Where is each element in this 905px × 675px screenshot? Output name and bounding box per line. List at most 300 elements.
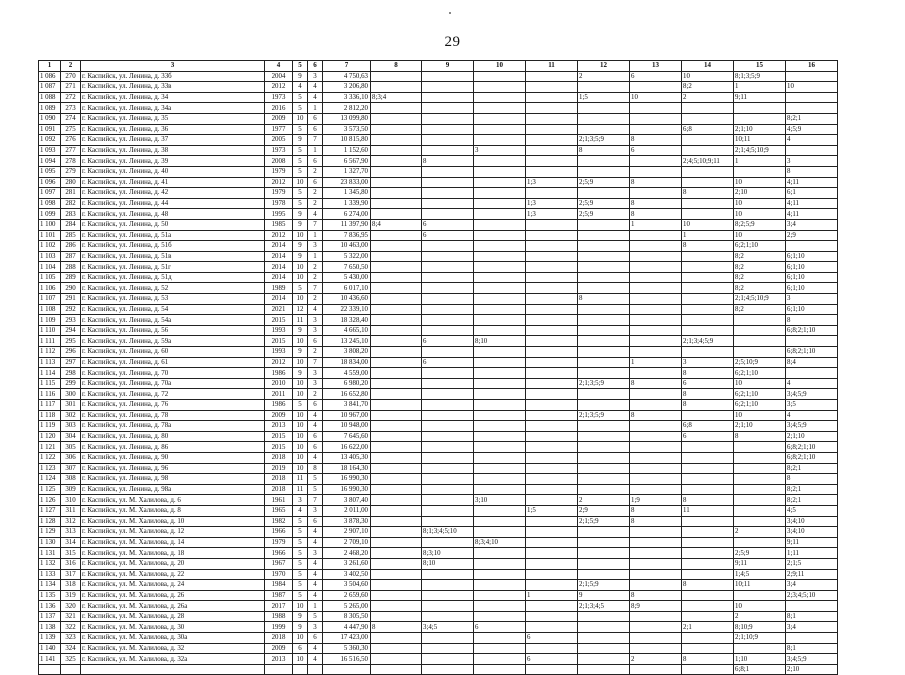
table-cell: 1 345,80 (323, 188, 371, 199)
table-cell: 4 (786, 135, 838, 146)
table-row (39, 272, 838, 283)
table-cell (474, 92, 526, 103)
table-cell: 10 (682, 71, 734, 82)
table-cell (630, 527, 682, 538)
table-cell (371, 156, 422, 167)
table-cell (422, 463, 474, 474)
table-cell (422, 400, 474, 411)
table-cell: 8 (786, 166, 838, 177)
table-cell (474, 633, 526, 644)
table-cell: 3 (786, 294, 838, 305)
column-header: 2 (61, 61, 81, 72)
table-cell: 1978 (265, 198, 293, 209)
table-cell: 2;1;3;5;9 (578, 378, 630, 389)
table-cell: 3 878,30 (323, 516, 371, 527)
table-cell (630, 484, 682, 495)
table-cell (371, 548, 422, 559)
table-cell: 10 (734, 198, 786, 209)
table-cell: 4 (308, 209, 323, 220)
table-cell (734, 474, 786, 485)
table-cell: 6 567,90 (323, 156, 371, 167)
table-cell: 275 (61, 124, 81, 135)
table-cell: г. Каспийск, ул. Ленина, д. 86 (81, 442, 265, 453)
table-cell: 1;5 (526, 505, 578, 516)
table-cell: 1 (308, 145, 323, 156)
table-cell: г. Каспийск, ул. Ленина, д. 54 (81, 304, 265, 315)
table-cell (734, 103, 786, 114)
table-cell: г. Каспийск, ул. Ленина, д. 56 (81, 325, 265, 336)
table-cell (371, 400, 422, 411)
table-cell: 10 (630, 92, 682, 103)
table-cell (578, 452, 630, 463)
table-cell: 2 (308, 166, 323, 177)
table-cell (371, 124, 422, 135)
table-body (39, 71, 838, 675)
table-cell: 4 (308, 569, 323, 580)
table-cell (526, 601, 578, 612)
table-cell: г. Каспийск, ул. М. Халилова, д. 24 (81, 580, 265, 591)
table-cell: 8 (682, 389, 734, 400)
table-cell: 1 102 (39, 241, 61, 252)
table-cell: 1961 (265, 495, 293, 506)
table-cell: 1995 (265, 209, 293, 220)
table-cell (371, 378, 422, 389)
table-cell: 279 (61, 166, 81, 177)
table-cell: 6;8;2;1;10 (786, 442, 838, 453)
table-cell (422, 452, 474, 463)
table-cell (682, 304, 734, 315)
table-cell: 4;5;9 (786, 124, 838, 135)
table-cell (474, 484, 526, 495)
table-cell (474, 442, 526, 453)
table-row (39, 580, 838, 591)
table-row (39, 484, 838, 495)
table-cell: г. Каспийск, ул. Ленина, д. 48 (81, 209, 265, 220)
table-cell: 6 017,10 (323, 283, 371, 294)
table-cell: 2;1 (682, 622, 734, 633)
table-cell: г. Каспийск, ул. Ленина, д. 50 (81, 219, 265, 230)
table-cell (422, 421, 474, 432)
table-cell: 7 (308, 283, 323, 294)
table-cell: 8;4 (786, 357, 838, 368)
table-cell: 1;3 (526, 177, 578, 188)
table-cell (630, 272, 682, 283)
table-cell (422, 389, 474, 400)
table-cell (526, 272, 578, 283)
table-row (39, 113, 838, 124)
table-row (39, 431, 838, 442)
table-cell (682, 251, 734, 262)
table-cell (422, 516, 474, 527)
table-cell: г. Каспийск, ул. Ленина, д. 54а (81, 315, 265, 326)
table-cell: 311 (61, 505, 81, 516)
table-row (39, 251, 838, 262)
table-row (39, 135, 838, 146)
table-cell (422, 664, 474, 675)
table-cell: 8;1;3;4;5;10 (422, 527, 474, 538)
table-cell: 6;2;1;10 (734, 389, 786, 400)
table-cell: 3 336,10 (323, 92, 371, 103)
table-cell: 2 (308, 262, 323, 273)
table-cell (526, 82, 578, 93)
table-cell (526, 71, 578, 82)
table-cell: г. Каспийск, ул. М. Халилова, д. 6 (81, 495, 265, 506)
table-cell: г. Каспийск, ул. М. Халилова, д. 14 (81, 537, 265, 548)
table-cell: г. Каспийск, ул. Ленина, д. 53 (81, 294, 265, 305)
table-cell (526, 304, 578, 315)
table-cell: 306 (61, 452, 81, 463)
table-cell (474, 368, 526, 379)
table-cell: 9 (578, 590, 630, 601)
table-cell (682, 410, 734, 421)
table-cell: 18 164,30 (323, 463, 371, 474)
table-cell (734, 347, 786, 358)
table-cell (371, 643, 422, 654)
table-row (39, 92, 838, 103)
table-cell: 317 (61, 569, 81, 580)
table-cell: 2 (734, 527, 786, 538)
table-cell: 5 (308, 474, 323, 485)
table-cell (682, 516, 734, 527)
table-cell: 3 (308, 71, 323, 82)
table-cell (526, 283, 578, 294)
table-cell (422, 103, 474, 114)
table-cell (578, 537, 630, 548)
table-cell: г. Каспийск, ул. Ленина, д. 61 (81, 357, 265, 368)
table-cell: 5 (293, 283, 308, 294)
table-cell: 6 (308, 431, 323, 442)
table-cell: 2 (734, 611, 786, 622)
table-cell: 2008 (265, 156, 293, 167)
table-cell: 313 (61, 527, 81, 538)
table-cell: 2015 (265, 431, 293, 442)
table-cell: 302 (61, 410, 81, 421)
table-cell: 10 (293, 654, 308, 665)
table-cell: 8 (734, 431, 786, 442)
table-cell (474, 590, 526, 601)
table-cell: 1;9 (630, 495, 682, 506)
table-cell (682, 198, 734, 209)
table-cell: 10 (734, 410, 786, 421)
table-cell: 13 099,80 (323, 113, 371, 124)
table-cell: 1 104 (39, 262, 61, 273)
table-cell: 1987 (265, 590, 293, 601)
table-cell: 1 (682, 230, 734, 241)
table-cell (526, 262, 578, 273)
table-cell (474, 452, 526, 463)
table-cell: 2013 (265, 654, 293, 665)
table-cell: 1 118 (39, 410, 61, 421)
table-cell: 4 (308, 452, 323, 463)
table-cell (474, 378, 526, 389)
table-cell: 1 132 (39, 558, 61, 569)
table-cell: 1966 (265, 527, 293, 538)
table-cell: 1 130 (39, 537, 61, 548)
table-row (39, 177, 838, 188)
table-cell: 287 (61, 251, 81, 262)
table-cell (422, 537, 474, 548)
table-cell: 1 088 (39, 92, 61, 103)
table-cell: 8;2;5;9 (734, 219, 786, 230)
table-cell: 2 907,10 (323, 527, 371, 538)
table-cell (474, 315, 526, 326)
table-cell: 2014 (265, 294, 293, 305)
table-cell: 2 (578, 495, 630, 506)
table-cell: 1 133 (39, 569, 61, 580)
table-cell: 2;1;10 (734, 421, 786, 432)
table-cell: 8 (578, 294, 630, 305)
table-cell: 2017 (265, 601, 293, 612)
table-cell: г. Каспийск, ул. Ленина, д. 76 (81, 400, 265, 411)
table-cell: 6 (308, 336, 323, 347)
table-cell: 8 (578, 145, 630, 156)
table-cell (371, 431, 422, 442)
table-cell (371, 389, 422, 400)
table-cell: 10 (293, 463, 308, 474)
table-cell: 6 (422, 230, 474, 241)
table-cell (371, 188, 422, 199)
table-cell (371, 611, 422, 622)
table-cell: 10 (293, 421, 308, 432)
table-cell: 1973 (265, 145, 293, 156)
table-cell: 6 (308, 633, 323, 644)
table-cell: 284 (61, 219, 81, 230)
table-cell: 5 (293, 103, 308, 114)
table-cell: г. Каспийск, ул. Ленина, д. 36 (81, 124, 265, 135)
table-cell: 1984 (265, 580, 293, 591)
table-cell: 1979 (265, 537, 293, 548)
table-cell: 4;11 (786, 177, 838, 188)
table-cell: 4 (308, 590, 323, 601)
table-cell: г. Каспийск, ул. Ленина, д. 90 (81, 452, 265, 463)
table-cell (422, 410, 474, 421)
table-cell: 4;5 (786, 505, 838, 516)
table-cell (682, 558, 734, 569)
table-cell: 4 (308, 527, 323, 538)
table-cell (578, 283, 630, 294)
table-cell: 2;3;4;5;10 (786, 590, 838, 601)
table-cell (630, 558, 682, 569)
table-cell: 3;4;10 (786, 516, 838, 527)
table-cell: 1 134 (39, 580, 61, 591)
table-cell (630, 336, 682, 347)
table-cell: 1 140 (39, 643, 61, 654)
table-cell (578, 241, 630, 252)
table-cell: 4 (786, 378, 838, 389)
table-row (39, 156, 838, 167)
table-cell: 1 152,60 (323, 145, 371, 156)
table-cell: 1 (308, 251, 323, 262)
table-cell: 5 (308, 484, 323, 495)
table-cell (526, 336, 578, 347)
table-cell: 10 436,60 (323, 294, 371, 305)
table-cell: 8 (630, 209, 682, 220)
table-cell: 2;9;11 (786, 569, 838, 580)
table-cell: г. Каспийск, ул. Ленина, д. 70а (81, 378, 265, 389)
table-cell (39, 664, 61, 675)
table-cell: г. Каспийск, ул. Ленина, д. 98 (81, 474, 265, 485)
table-cell: 4 (308, 537, 323, 548)
table-row (39, 569, 838, 580)
table-cell: 4 447,90 (323, 622, 371, 633)
table-cell: 2 812,20 (323, 103, 371, 114)
table-cell: 7 645,60 (323, 431, 371, 442)
table-cell: г. Каспийск, ул. Ленина, д. 70 (81, 368, 265, 379)
table-cell: 10 (734, 601, 786, 612)
table-cell: 8;2;1 (786, 113, 838, 124)
table-cell (474, 431, 526, 442)
table-cell: 3 (308, 548, 323, 559)
table-cell (526, 219, 578, 230)
table-cell: г. Каспийск, ул. М. Халилова, д. 28 (81, 611, 265, 622)
table-cell (474, 474, 526, 485)
table-cell: 5 (293, 166, 308, 177)
table-cell: 5 430,00 (323, 272, 371, 283)
table-cell: 318 (61, 580, 81, 591)
table-cell: 6 (630, 145, 682, 156)
table-cell: 5 (293, 527, 308, 538)
table-cell: 1 096 (39, 177, 61, 188)
table-cell: г. Каспийск, ул. Ленина, д. 78 (81, 410, 265, 421)
table-cell (474, 188, 526, 199)
table-cell: 2 (630, 654, 682, 665)
table-cell: 1 131 (39, 548, 61, 559)
table-cell (578, 442, 630, 453)
table-cell: 290 (61, 283, 81, 294)
table-cell (682, 103, 734, 114)
table-cell: 276 (61, 135, 81, 146)
table-cell: 310 (61, 495, 81, 506)
table-cell (578, 569, 630, 580)
table-cell (371, 558, 422, 569)
table-cell: 308 (61, 474, 81, 485)
table-cell (526, 431, 578, 442)
table-row (39, 294, 838, 305)
table-cell: 5 (293, 188, 308, 199)
table-cell: 18 834,00 (323, 357, 371, 368)
table-cell (474, 410, 526, 421)
table-cell: 2012 (265, 177, 293, 188)
table-cell (371, 294, 422, 305)
table-cell (526, 580, 578, 591)
table-cell (682, 315, 734, 326)
table-cell (630, 166, 682, 177)
table-cell: 4 (293, 505, 308, 516)
table-cell (422, 643, 474, 654)
table-cell (371, 262, 422, 273)
table-cell (474, 304, 526, 315)
table-cell (422, 325, 474, 336)
table-row (39, 82, 838, 93)
table-cell: 8 (682, 654, 734, 665)
table-row (39, 219, 838, 230)
table-row (39, 283, 838, 294)
table-cell: 1 111 (39, 336, 61, 347)
table-cell: 8 (682, 241, 734, 252)
table-cell: 6 (308, 400, 323, 411)
table-cell (371, 357, 422, 368)
table-cell: 10 (293, 357, 308, 368)
table-cell (578, 558, 630, 569)
table-cell (526, 325, 578, 336)
table-cell: 1 113 (39, 357, 61, 368)
table-cell: 3 (682, 357, 734, 368)
table-cell (630, 580, 682, 591)
column-header: 13 (630, 61, 682, 72)
table-cell (526, 421, 578, 432)
table-cell: 7 650,50 (323, 262, 371, 273)
table-cell: 8;2 (734, 262, 786, 273)
table-cell: 8 (682, 368, 734, 379)
table-cell: 8 (630, 516, 682, 527)
column-header: 4 (265, 61, 293, 72)
table-cell (526, 251, 578, 262)
table-cell: 4 (786, 410, 838, 421)
table-cell: г. Каспийск, ул. Ленина, д. 35 (81, 113, 265, 124)
table-cell (371, 580, 422, 591)
table-cell: 297 (61, 357, 81, 368)
table-cell (578, 633, 630, 644)
table-cell: 6;1;10 (786, 272, 838, 283)
table-row (39, 241, 838, 252)
table-cell: 1973 (265, 92, 293, 103)
table-cell (422, 569, 474, 580)
table-row (39, 325, 838, 336)
table-row (39, 601, 838, 612)
page-number: 29 (444, 34, 461, 50)
table-cell: 10 (734, 177, 786, 188)
table-cell (474, 272, 526, 283)
table-cell (578, 103, 630, 114)
table-cell: 2;1;4;5;10;9 (734, 294, 786, 305)
table-cell: 9;11 (734, 558, 786, 569)
table-cell: 4 750,63 (323, 71, 371, 82)
table-cell (265, 664, 293, 675)
table-cell: 10 (293, 272, 308, 283)
table-row (39, 198, 838, 209)
table-cell (734, 495, 786, 506)
table-cell: 298 (61, 368, 81, 379)
table-cell: 10 (293, 431, 308, 442)
table-cell: 1 110 (39, 325, 61, 336)
table-cell: 8 (422, 156, 474, 167)
table-cell: 1966 (265, 548, 293, 559)
table-cell: 8;1;3;5;9 (734, 71, 786, 82)
table-cell (371, 463, 422, 474)
table-cell: 5 (293, 156, 308, 167)
table-cell (371, 601, 422, 612)
table-cell: 6 (308, 156, 323, 167)
table-cell: 7 (308, 219, 323, 230)
table-cell (474, 325, 526, 336)
table-cell: 4 (308, 654, 323, 665)
table-cell: 16 990,30 (323, 474, 371, 485)
table-cell: 2;5;9 (578, 177, 630, 188)
table-cell: 10 (682, 219, 734, 230)
table-cell (578, 474, 630, 485)
table-cell (734, 463, 786, 474)
table-cell: г. Каспийск, ул. Ленина, д. 39 (81, 156, 265, 167)
table-cell: 3 (308, 505, 323, 516)
table-cell: 1 103 (39, 251, 61, 262)
table-cell (474, 262, 526, 273)
table-cell (630, 643, 682, 654)
table-cell: 6;2;1;10 (734, 368, 786, 379)
table-cell (630, 283, 682, 294)
table-row (39, 654, 838, 665)
table-cell: 6;1;10 (786, 304, 838, 315)
table-row (39, 410, 838, 421)
